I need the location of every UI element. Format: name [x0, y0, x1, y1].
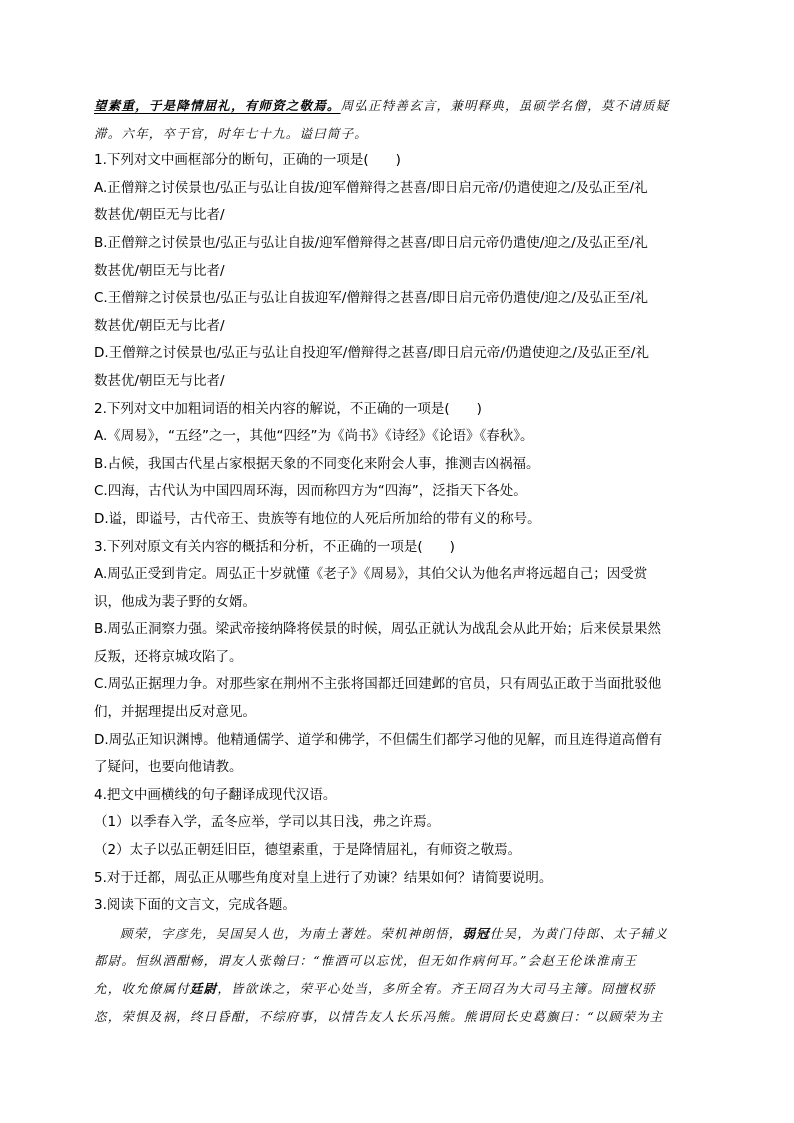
question-2-option-b: B.占候，我国古代星占家根据天象的不同变化来附会人事，推测吉凶祸福。 — [94, 455, 540, 472]
question-1-option-c: C.王僧辩之讨侯景也/弘正与弘让自拔迎军/僧辩得之甚喜/即日启元帝仍遣使/迎之/及弘正至/礼 — [94, 290, 649, 307]
question-2-option-d: D.谥，即谥号，古代帝王、贵族等有地位的人死后所加给的带有义的称号。 — [94, 510, 541, 527]
question-3-option-c: C.周弘正据理力争。对那些家在荆州不主张将国都迁回建邺的官员，只有周弘正敢于当面批驳他 — [94, 676, 662, 693]
question-3-option-a: A.周弘正受到肯定。周弘正十岁就懂《老子》《周易》，其伯父认为他名声将远超自己；因受赏 — [94, 566, 648, 583]
question-2-option-c: C.四海，古代认为中国四周环海，因而称四方为“四海”，泛指天下各处。 — [94, 483, 527, 500]
section-3-heading: 3.阅读下面的文言文，完成各题。 — [94, 897, 296, 914]
question-1-option-a-cont: 数甚优/朝臣无与比者/ — [94, 207, 225, 224]
bold-term: 廷尉 — [189, 981, 218, 996]
passage-text: ，皆欲诛之，荣平心处当，多所全宥。齐王冏召为大司马主簿。冏擅权骄 — [217, 981, 656, 996]
passage-line — [94, 975, 694, 1003]
passage-text: 顾荣，字彦先，吴国吴人也，为南土著姓。荣机神朗悟， — [120, 925, 463, 941]
question-3-option-d: D.周弘正知识渊博。他精通儒学、道学和佛学，不但儒生们都学习他的见解，而且连得道高僧有 — [94, 731, 663, 748]
question-4-sentence-1: （1）以季春入学，孟冬应举，学司以其日浅，弗之许焉。 — [94, 814, 441, 831]
question-3-option-b: B.周弘正洞察力强。梁武帝接纳降将侯景的时候，周弘正就认为战乱会从此开始；后来侯景果然 — [94, 621, 662, 638]
question-3-option-b-cont: 反叛，还将京城攻陷了。 — [94, 648, 243, 665]
question-5-stem: 5.对于迁都，周弘正从哪些角度对皇上进行了劝谏？结果如何？请简要说明。 — [94, 869, 553, 886]
underlined-sentence: 望素重，于是降情屈礼，有师资之敬焉。 — [94, 98, 341, 113]
document-page — [94, 92, 694, 1030]
question-1-stem: 1.下列对文中画框部分的断句，正确的一项是( ) — [94, 152, 401, 169]
question-3-option-a-cont: 识，他成为裴子野的女婿。 — [94, 593, 256, 610]
passage-text: 允，收允僚属付 — [94, 981, 190, 996]
question-2-option-a: A.《周易》，“五经”之一，其他“四经”为《尚书》《诗经》《论语》《春秋》。 — [94, 428, 534, 445]
question-1-option-a: A.正僧辩之讨侯景也/弘正与弘让自拔/迎军僧辩得之甚喜/即日启元帝/仍遣使迎之/及弘正至/礼 — [94, 179, 648, 196]
passage-line — [94, 92, 694, 120]
question-2-stem: 2.下列对文中加粗词语的相关内容的解说，不正确的一项是( ) — [94, 400, 482, 417]
question-4-stem: 4.把文中画横线的句子翻译成现代汉语。 — [94, 786, 337, 803]
question-3-stem: 3.下列对原文有关内容的概括和分析，不正确的一项是( ) — [94, 538, 455, 555]
question-1-option-d: D.王僧辩之讨侯景也/弘正与弘让自投迎军/僧辩得之甚喜/即日启元帝/仍遣使迎之/及弘正至/礼 — [94, 345, 649, 362]
passage-line: 滞。六年，卒于官，时年七十九。谥曰简子。 — [94, 125, 369, 141]
question-4-sentence-2: （2）太子以弘正朝廷旧臣，德望素重，于是降情屈礼，有师资之敬焉。 — [94, 842, 522, 859]
passage-line — [94, 920, 694, 948]
passage-text: 周弘正特善玄言，兼明释典，虽硕学名僧，莫不请质疑 — [340, 98, 670, 113]
question-3-option-c-cont: 们，并据理提出反对意见。 — [94, 704, 256, 721]
passage-line: 恣，荣惧及祸，终日昏酣，不综府事，以情告友人长乐冯熊。熊谓冏长史葛旟曰：“以顾荣为主 — [94, 1008, 664, 1024]
passage-text: 仕吴，为黄门侍郎、太子辅义 — [489, 925, 669, 941]
question-1-option-d-cont: 数甚优/朝臣无与比者/ — [94, 372, 225, 389]
question-1-option-b: B.正僧辩之讨侯景也/弘正与弘让自拔/迎军僧辩得之甚喜/即日启元帝仍遣使/迎之/及弘正至/礼 — [94, 234, 648, 251]
bold-term: 弱冠 — [462, 925, 490, 941]
question-3-option-d-cont: 了疑问，也要向他请教。 — [94, 759, 243, 776]
passage-line: 都尉。恒纵酒酣畅，谓友人张翰曰：“惟酒可以忘忧，但无如作病何耳。”会赵王伦诛淮南王 — [94, 953, 638, 969]
question-1-option-c-cont: 数甚优/朝臣无与比者/ — [94, 317, 225, 334]
question-1-option-b-cont: 数甚优/朝臣无与比者/ — [94, 262, 225, 279]
